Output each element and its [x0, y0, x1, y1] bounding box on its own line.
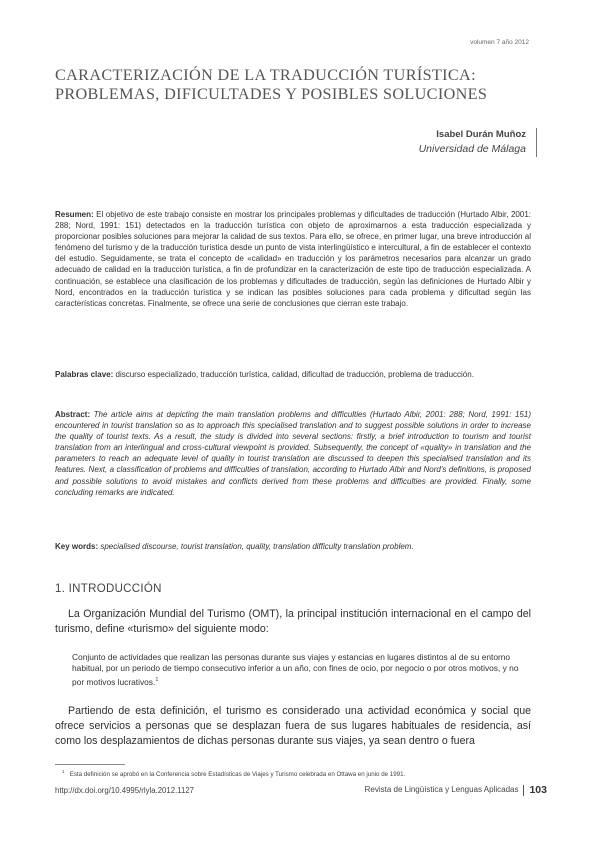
doi-link[interactable]: http://dx.doi.org/10.4995/rlyla.2012.1127 [55, 786, 194, 795]
footnote-divider [55, 764, 125, 765]
page-footer [55, 786, 547, 798]
body-paragraph-2: Partiendo de esta definición, el turismo es considerado una actividad económica y social que ofrece servicios a personas que se desplazan fuera de sus lugares habituales de residencia, así como los desplazamientos de dichas personas durante sus viajes, ya sean dentro o fuera [55, 705, 531, 747]
body-paragraph-1: La Organización Mundial del Turismo (OMT), la principal institución internacional en el campo del turismo, define «turismo» del siguiente modo: [55, 608, 531, 635]
journal-info [365, 784, 547, 796]
section-heading: 1. INTRODUCCIÓN [55, 583, 162, 595]
author-name: Isabel Durán Muñoz [436, 129, 526, 140]
footer-separator [523, 785, 524, 796]
palabras-clave-paragraph [55, 369, 531, 380]
resumen-text: El objetivo de este trabajo consiste en mostrar los principales problemas y dificultades de traducción (Hurtado Albir, 2001: 288; Nord, 1991: 151) detectados en la traducción turística con objeto de aproximarnos a esta traducción especializada y proporcionar posibles soluciones para mejorar la calidad de sus textos. Para ello, se ofrece, en primer lugar, una breve introducción al fenómeno del turismo y de la traducción turística desde un punto de vista interlingüístico e intercultural, a fin de establecer el contexto del estudio. Seguidamente, se trata el concepto de «calidad» en traducción y los parámetros necesarios para alcanzar un grado adecuado de calidad en la traducción turística, a fin de profundizar en la caracterización de este tipo de traducción especializada. A continuación, se establece una clasificación de los problemas y dificultades de traducción, según las definiciones de Hurtado Albir y Nord, encontrados en la traducción turística y se indican las posibles soluciones para cada problema y dificultad según las características concretas. Finalmente, se ofrece una serie de conclusiones que cierran este trabajo. [55, 210, 531, 308]
page-number: 103 [529, 784, 547, 796]
abstract-label: Abstract: [55, 410, 91, 419]
resumen-paragraph [55, 209, 531, 309]
definition-quote [72, 652, 532, 688]
keywords-label: Key words: [55, 542, 99, 551]
keywords-text: specialised discourse, tourist translation, quality, translation difficulty translation problem. [100, 542, 414, 551]
journal-name: Revista de Lingüística y Lenguas Aplicadas [364, 785, 519, 795]
abstract-text: The article aims at depicting the main translation problems and difficulties (Hurtado Albir, 2001: 288; Nord, 1991: 151) encountered in tourist translation so as to approach this specialised translation and to suggest possible solutions in order to increase the quality of tourist texts. As a result, the study is divided into several sections: firstly, a brief introduction to tourism and tourist translation from an interlingual and cross-cultural viewpoint is provided. Subsequently, the concept of «quality» in translation and the parameters to reach an adequate level of quality in tourist translation are discussed to deepen this specialised translation and its features. Next, a classification of problems and difficulties of translation, according to Hurtado Albir and Nord's definitions, is proposed and possible solutions to avoid mistakes and conflicts derived from these problems and difficulties are provided. Finally, some concluding remarks are indicated. [55, 410, 531, 497]
volume-header: volumen 7 año 2012 [470, 39, 529, 46]
abstract-paragraph [55, 409, 531, 498]
author-block [419, 128, 537, 157]
keywords-paragraph [55, 541, 531, 552]
footnote-number: 1 [62, 769, 65, 774]
resumen-label: Resumen: [55, 210, 94, 219]
quote-text: Conjunto de actividades que realizan las personas durante sus viajes y estancias en lugares distintos al de su entorno habitual, por un periodo de tiempo consecutivo inferior a un año, con fines de ocio, por negocio o por otros motivos, y no por motivos lucrativos. [72, 652, 519, 687]
author-affiliation: Universidad de Málaga [418, 143, 526, 155]
footnote-reference[interactable]: 1 [155, 676, 159, 683]
footnote [62, 768, 532, 779]
footnote-text: Esta definición se aprobó en la Conferencia sobre Estadísticas de Viajes y Turismo celebrada en Ottawa en junio de 1991. [69, 771, 406, 779]
palabras-clave-text: discurso especializado, traducción turística, calidad, dificultad de traducción, problema de traducción. [115, 370, 474, 379]
palabras-clave-label: Palabras clave: [55, 370, 114, 379]
article-title: CARACTERIZACIÓN DE LA TRADUCCIÓN TURÍSTICA: PROBLEMAS, DIFICULTADES Y POSIBLES SOLUCIONES [55, 66, 488, 103]
